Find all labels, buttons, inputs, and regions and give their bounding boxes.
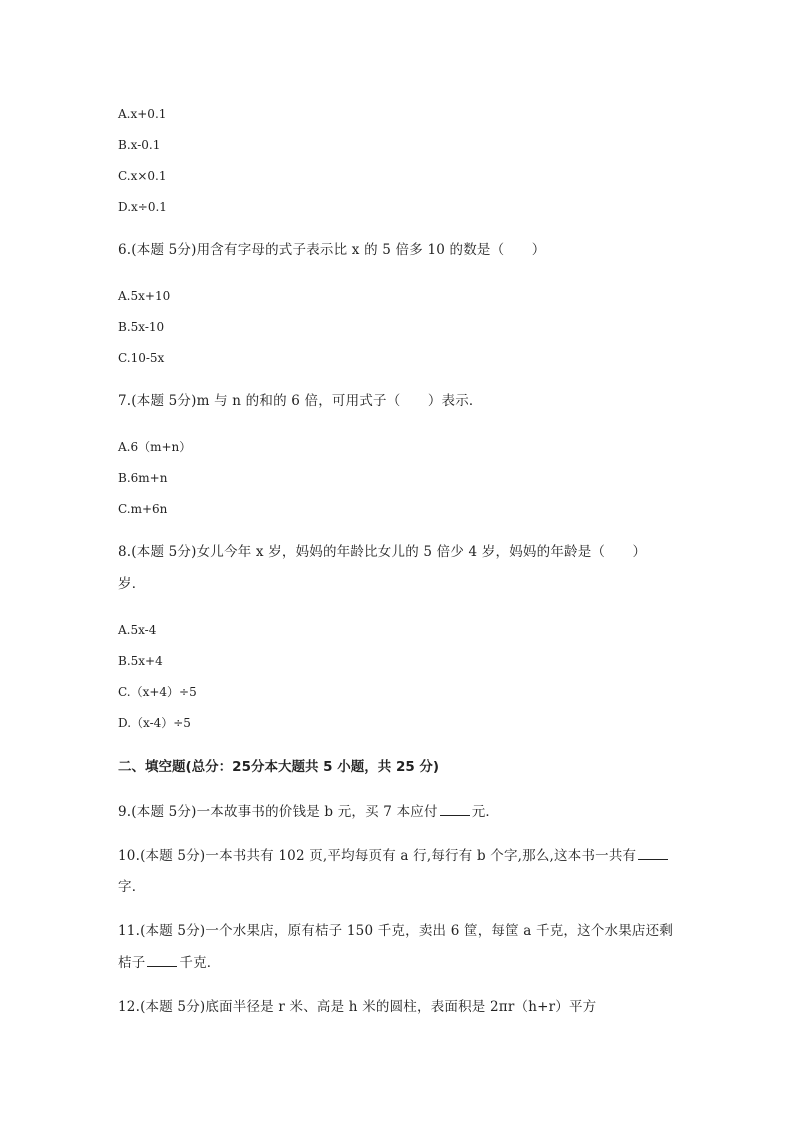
q5-option-b: B.x-0.1 (118, 138, 161, 152)
q11-text-line2 (118, 953, 221, 973)
q7-option-a: A.6（m+n） (118, 440, 192, 454)
q6-option-a: A.5x+10 (118, 289, 171, 303)
q11-answer-blank[interactable] (147, 954, 177, 967)
q7-option-c: C.m+6n (118, 502, 168, 516)
q5-option-c: C.x×0.1 (118, 169, 167, 183)
q8-option-c: C.（x+4）÷5 (118, 685, 197, 699)
q11-line2-before: 桔子 (118, 955, 146, 971)
q10-text-line2: 字． (118, 879, 146, 895)
q5-option-a: A.x+0.1 (118, 107, 167, 121)
q6-option-b: B.5x-10 (118, 320, 165, 334)
q6-option-c: C.10-5x (118, 351, 165, 365)
q5-option-d: D.x÷0.1 (118, 200, 167, 214)
q8-option-a: A.5x-4 (118, 623, 157, 637)
q6-text: 6.(本题 5分)用含有字母的式子表示比 x 的 5 倍多 10 的数是（ ） (118, 242, 546, 258)
q8-option-b: B.5x+4 (118, 654, 163, 668)
q12-text-line1: 12.(本题 5分)底面半径是 r 米、高是 h 米的圆柱，表面积是 2πr（h+r）平方 (118, 999, 597, 1015)
q11-text-line1: 11.(本题 5分)一个水果店，原有桔子 150 千克，卖出 6 筐，每筐 a 千克，这个水果店还剩 (118, 923, 674, 939)
q8-option-d: D.（x-4）÷5 (118, 716, 191, 730)
section2-heading: 二、填空题(总分：25分本大题共 5 小题，共 25 分) (118, 759, 440, 775)
q7-text: 7.(本题 5分)m 与 n 的和的 6 倍，可用式子（ ）表示． (118, 393, 483, 409)
q11-line2-after: 千克． (179, 955, 221, 971)
q9-answer-blank[interactable] (440, 803, 470, 816)
q7-option-b: B.6m+n (118, 471, 168, 485)
q10-text-line1 (118, 846, 670, 866)
q10-answer-blank[interactable] (638, 847, 668, 860)
q9-text (118, 802, 499, 822)
q9-text-before: 9.(本题 5分)一本故事书的价钱是 b 元，买 7 本应付 (118, 804, 438, 820)
q8-text-line2: 岁． (118, 576, 146, 592)
q9-text-after: 元． (471, 804, 500, 820)
q8-text-line1: 8.(本题 5分)女儿今年 x 岁，妈妈的年龄比女儿的 5 倍少 4 岁，妈妈的年龄是（ ） (118, 544, 647, 560)
q10-line1-text: 10.(本题 5分)一本书共有 102 页,平均每页有 a 行,每行有 b 个字,那么,这本书一共有 (118, 848, 637, 864)
